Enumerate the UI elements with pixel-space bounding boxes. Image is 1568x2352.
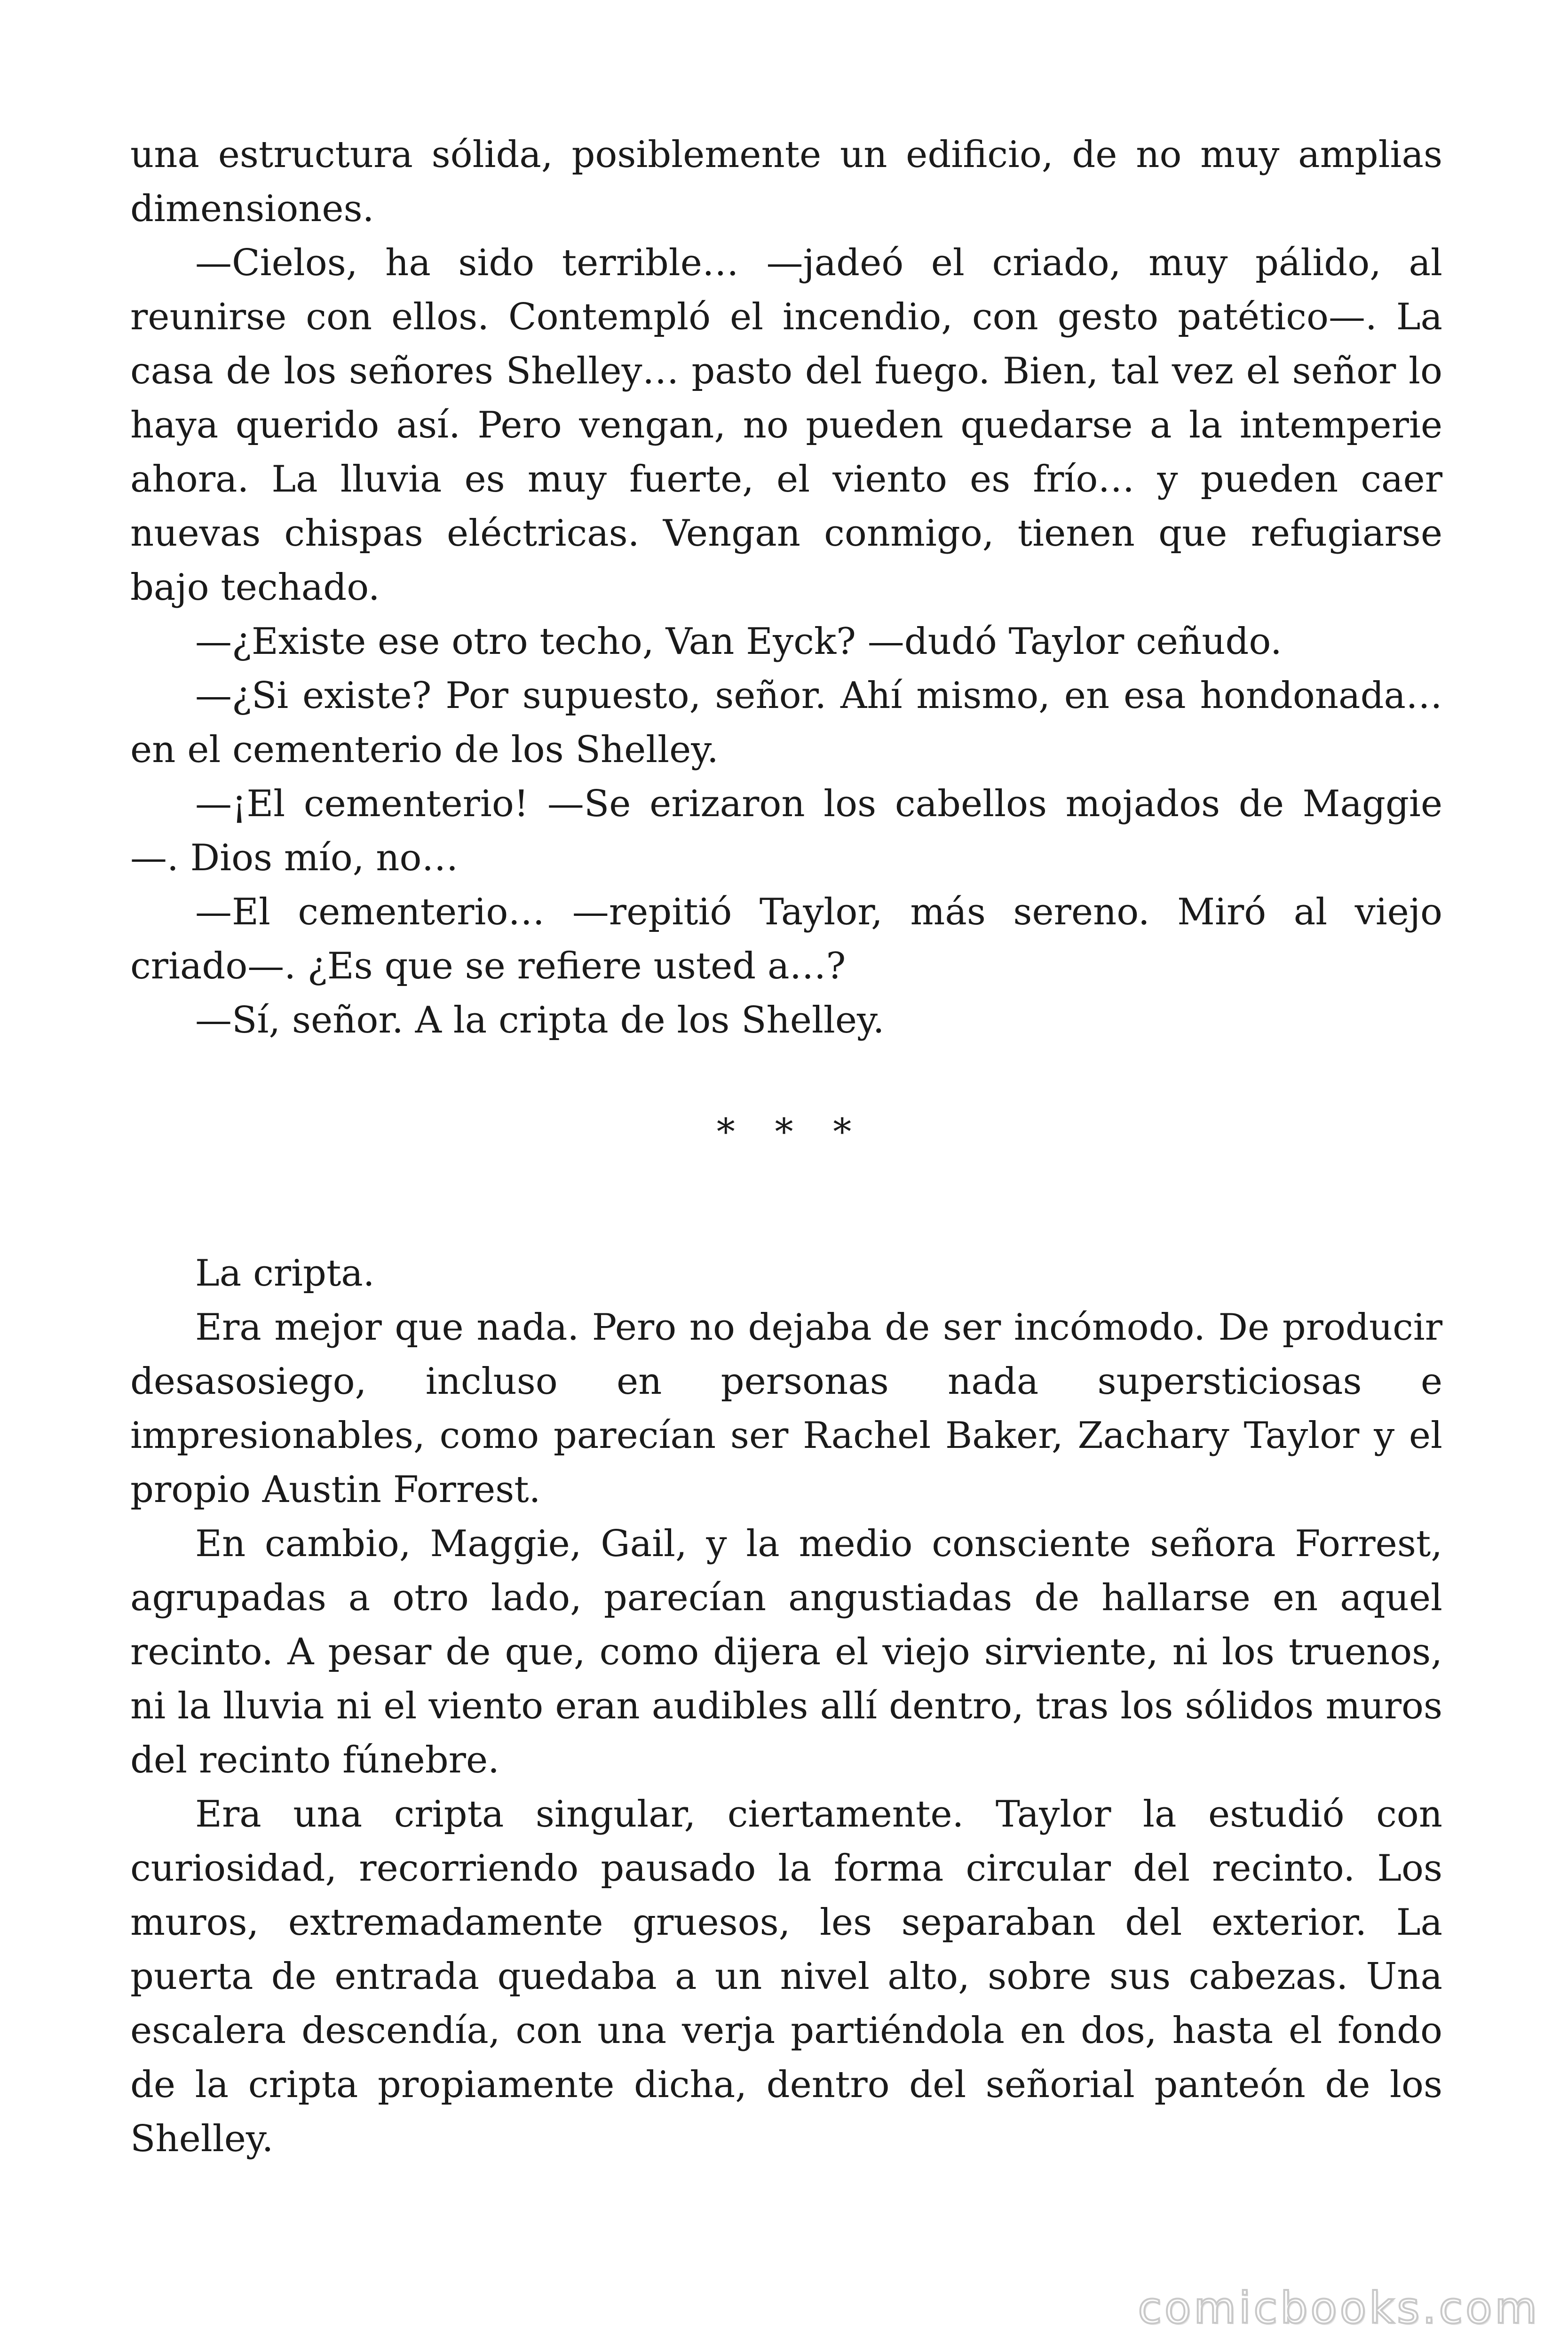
paragraph: —¿Existe ese otro techo, Van Eyck? —dudó Taylor ceñudo. — [195, 620, 1282, 663]
paragraph: una estructura sólida, posiblemente un edificio, de no muy amplias dimensiones. — [130, 134, 1442, 230]
text-block-top — [130, 128, 1442, 1048]
section-separator: * * * — [716, 1111, 866, 1153]
paragraph: Era una cripta singular, ciertamente. Taylor la estudió con curiosidad, recorriendo pausado la forma circular del recinto. Los muros, extremadamente gruesos, les separaban del exterior. La puerta de entrada quedaba a un nivel alto, sobre sus cabezas. Una escalera descendía, con una verja partiéndola en dos, hasta el fondo de la cripta propiamente dicha, dentro del señorial panteón de los Shelley. — [130, 1793, 1442, 2160]
paragraph: En cambio, Maggie, Gail, y la medio consciente señora Forrest, agrupadas a otro lado, parecían angustiadas de hallarse en aquel recinto. A pesar de que, como dijera el viejo sirviente, ni los truenos, ni la lluvia ni el viento eran audibles allí dentro, tras los sólidos muros del recinto fúnebre. — [130, 1523, 1442, 1781]
paragraph: —¡El cementerio! —Se erizaron los cabellos mojados de Maggie —. Dios mío, no… — [130, 783, 1442, 879]
paragraph: —¿Si existe? Por supuesto, señor. Ahí mismo, en esa hondonada… en el cementerio de los Shelley. — [130, 675, 1442, 771]
paragraph: —Cielos, ha sido terrible… —jadeó el criado, muy pálido, al reunirse con ellos. Contempló el incendio, con gesto patético—. La casa de los señores Shelley… pasto del fuego. Bien, tal vez el señor lo haya querido así. Pero vengan, no pueden quedarse a la intemperie ahora. La lluvia es muy fuerte, el viento es frío… y pueden caer nuevas chispas eléctricas. Vengan conmigo, tienen que refugiarse bajo techado. — [130, 242, 1442, 609]
text-block-bottom — [130, 1247, 1442, 2166]
paragraph: —El cementerio… —repitió Taylor, más sereno. Miró al viejo criado—. ¿Es que se refiere usted a…? — [130, 891, 1442, 987]
paragraph: —Sí, señor. A la cripta de los Shelley. — [195, 999, 885, 1041]
watermark: comicbooks.com — [1138, 2283, 1540, 2333]
paragraph: La cripta. — [195, 1252, 375, 1295]
paragraph: Era mejor que nada. Pero no dejaba de ser incómodo. De producir desasosiego, incluso en personas nada supersticiosas e impresionables, como parecían ser Rachel Baker, Zachary Taylor y el propio Austin Forrest. — [130, 1306, 1442, 1511]
